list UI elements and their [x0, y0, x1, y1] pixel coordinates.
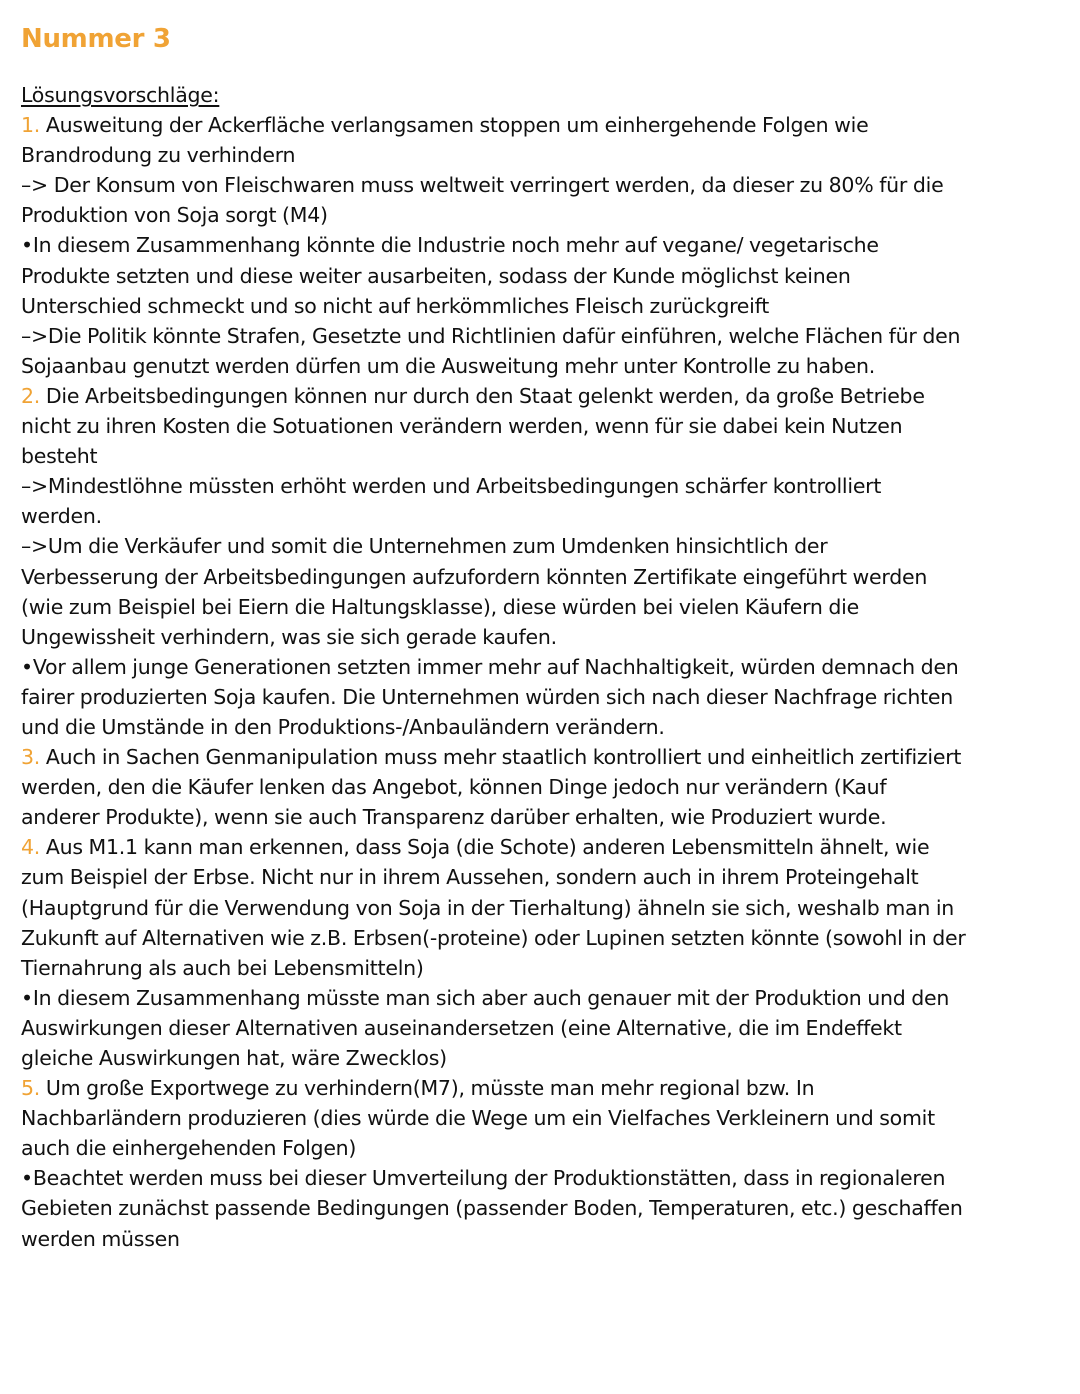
- text-line: (Hauptgrund für die Verwendung von Soja in der Tierhaltung) ähneln sie sich, weshalb man in: [21, 895, 955, 920]
- solutions-text: [21, 80, 1061, 1254]
- text-line: Nachbarländern produzieren (dies würde die Wege um ein Vielfaches Verkleinern und somit: [21, 1106, 935, 1131]
- text-line: –>Mindestlöhne müssten erhöht werden und Arbeitsbedingungen schärfer kontrolliert: [21, 474, 882, 499]
- text-line: –> Der Konsum von Fleischwaren muss weltweit verringert werden, da dieser zu 80% für die: [21, 173, 944, 198]
- text-line: Ungewissheit verhindern, was sie sich gerade kaufen.: [21, 624, 557, 649]
- text-line: und die Umstände in den Produktions-/Anbauländern verändern.: [21, 714, 665, 739]
- text-line: 2. Die Arbeitsbedingungen können nur durch den Staat gelenkt werden, da große Betriebe: [21, 383, 925, 408]
- item-number-3: 3.: [21, 745, 41, 770]
- text-line: (wie zum Beispiel bei Eiern die Haltungsklasse), diese würden bei vielen Käufern die: [21, 594, 859, 619]
- text-line: Auswirkungen dieser Alternativen auseinandersetzen (eine Alternative, die im Endeffekt: [21, 1015, 902, 1040]
- text-line: Gebieten zunächst passende Bedingungen (passender Boden, Temperaturen, etc.) geschaffen: [21, 1196, 963, 1221]
- item-number-2: 2.: [21, 383, 41, 408]
- text-line: –>Die Politik könnte Strafen, Gesetzte und Richtlinien dafür einführen, welche Flächen für den: [21, 323, 961, 348]
- text-line: besteht: [21, 444, 98, 469]
- text-line: Tiernahrung als auch bei Lebensmitteln): [21, 955, 424, 980]
- text-line: nicht zu ihren Kosten die Sotuationen verändern werden, wenn für sie dabei kein Nutzen: [21, 414, 903, 439]
- text-line: werden müssen: [21, 1226, 180, 1251]
- text-line: Produktion von Soja sorgt (M4): [21, 203, 328, 228]
- text-line: Unterschied schmeckt und so nicht auf herkömmliches Fleisch zurückgreift: [21, 293, 770, 318]
- text-line: fairer produzierten Soja kaufen. Die Unternehmen würden sich nach dieser Nachfrage richten: [21, 684, 954, 709]
- text-line: 4. Aus M1.1 kann man erkennen, dass Soja (die Schote) anderen Lebensmitteln ähnelt, wie: [21, 835, 930, 860]
- text-line: anderer Produkte), wenn sie auch Transparenz darüber erhalten, wie Produziert wurde.: [21, 805, 887, 830]
- text-line: •In diesem Zusammenhang müsste man sich aber auch genauer mit der Produktion und den: [21, 985, 950, 1010]
- text-line: werden.: [21, 504, 102, 529]
- text-line: –>Um die Verkäufer und somit die Unternehmen zum Umdenken hinsichtlich der: [21, 534, 828, 559]
- item-number-4: 4.: [21, 835, 41, 860]
- text-line: 3. Auch in Sachen Genmanipulation muss mehr staatlich kontrolliert und einheitlich zertifiziert: [21, 745, 962, 770]
- section-subtitle: Lösungsvorschläge:: [21, 83, 220, 107]
- text-line: •Vor allem junge Generationen setzten immer mehr auf Nachhaltigkeit, würden demnach den: [21, 654, 959, 679]
- text-line: Zukunft auf Alternativen wie z.B. Erbsen(-proteine) oder Lupinen setzten könnte (sowohl in der: [21, 925, 966, 950]
- text-line: zum Beispiel der Erbse. Nicht nur in ihrem Aussehen, sondern auch in ihrem Proteingehalt: [21, 865, 919, 890]
- text-line: Verbesserung der Arbeitsbedingungen aufzufordern könnten Zertifikate eingeführt werden: [21, 564, 928, 589]
- text-line: •Beachtet werden muss bei dieser Umverteilung der Produktionstätten, dass in regionaleren: [21, 1166, 946, 1191]
- text-line: Produkte setzten und diese weiter ausarbeiten, sodass der Kunde möglichst keinen: [21, 263, 851, 288]
- text-line: werden, den die Käufer lenken das Angebot, können Dinge jedoch nur verändern (Kauf: [21, 775, 887, 800]
- item-number-1: 1.: [21, 113, 41, 138]
- document-page: [21, 22, 1061, 1254]
- text-line: gleiche Auswirkungen hat, wäre Zwecklos): [21, 1046, 447, 1070]
- text-line: Brandrodung zu verhindern: [21, 143, 296, 168]
- text-line: 5. Um große Exportwege zu verhindern(M7), müsste man mehr regional bzw. In: [21, 1076, 815, 1101]
- item-number-5: 5.: [21, 1076, 41, 1101]
- text-line: Sojaanbau genutzt werden dürfen um die Ausweitung mehr unter Kontrolle zu haben.: [21, 353, 875, 378]
- text-line: •In diesem Zusammenhang könnte die Industrie noch mehr auf vegane/ vegetarische: [21, 233, 879, 258]
- text-line: 1. Ausweitung der Ackerfläche verlangsamen stoppen um einhergehende Folgen wie: [21, 113, 869, 138]
- text-line: auch die einhergehenden Folgen): [21, 1136, 357, 1161]
- page-title: Nummer 3: [21, 24, 171, 54]
